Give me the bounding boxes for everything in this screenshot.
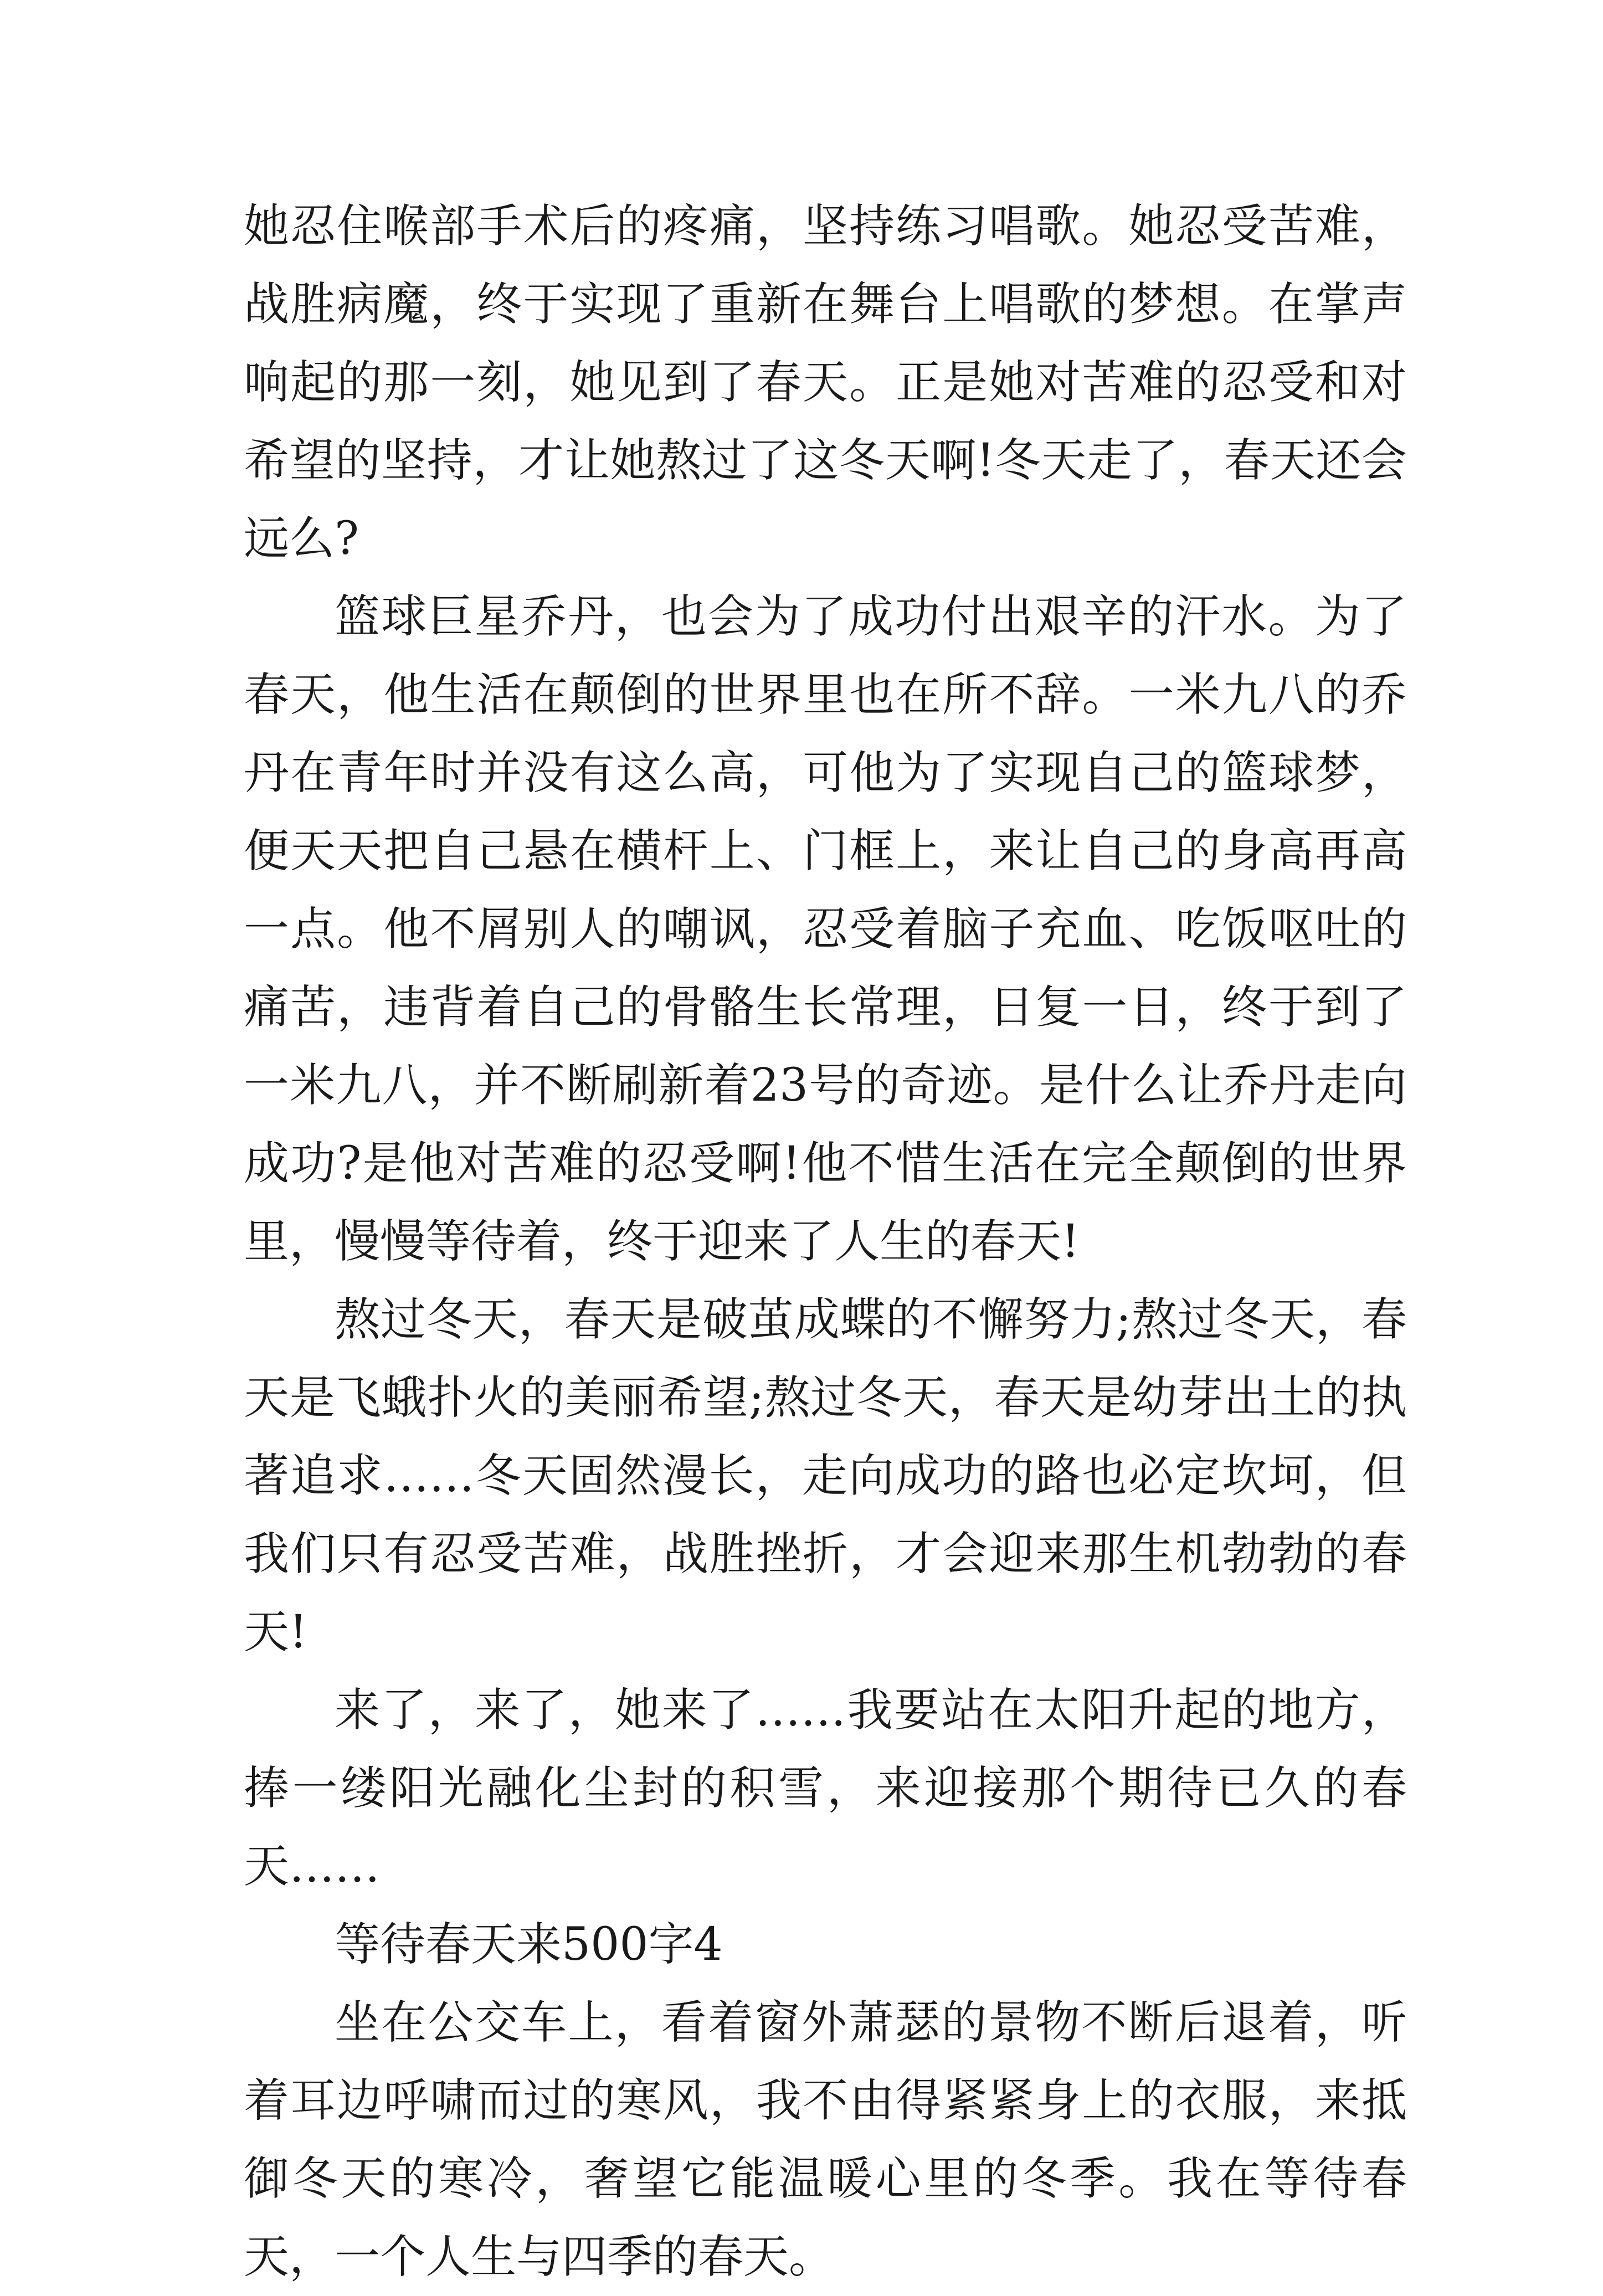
- article-body: [244, 187, 1407, 2296]
- paragraph-winter-spring: 熬过冬天，春天是破茧成蝶的不懈努力;熬过冬天，春天是飞蛾扑火的美丽希望;熬过冬天，春天是幼芽出土的执著追求……冬天固然漫长，走向成功的路也必定坎坷，但我们只有忍受苦难，战胜挫折，才会迎来那生机勃勃的春天!: [244, 1293, 1407, 1658]
- section-heading: 等待春天来500字4: [335, 1918, 723, 1971]
- paragraph-jordan: 篮球巨星乔丹，也会为了成功付出艰辛的汗水。为了春天，他生活在颠倒的世界里也在所不辞。一米九八的乔丹在青年时并没有这么高，可他为了实现自己的篮球梦，便天天把自己悬在横杆上、门框上，来让自己的身高再高一点。他不屑别人的嘲讽，忍受着脑子充血、吃饭呕吐的痛苦，违背着自己的骨骼生长常理，日复一日，终于到了一米九八，并不断刷新着23号的奇迹。是什么让乔丹走向成功?是他对苦难的忍受啊!他不惜生活在完全颠倒的世界里，慢慢等待着，终于迎来了人生的春天!: [244, 590, 1407, 1268]
- paragraph-sunrise: 来了，来了，她来了……我要站在太阳升起的地方，捧一缕阳光融化尘封的积雪，来迎接那个期待已久的春天……: [244, 1684, 1407, 1893]
- paragraph-bus: 坐在公交车上，看着窗外萧瑟的景物不断后退着，听着耳边呼啸而过的寒风，我不由得紧紧身上的衣服，来抵御冬天的寒冷，奢望它能温暖心里的冬季。我在等待春天，一个人生与四季的春天。: [244, 1996, 1407, 2283]
- paragraph-singer: 她忍住喉部手术后的疼痛，坚持练习唱歌。她忍受苦难，战胜病魔，终于实现了重新在舞台上唱歌的梦想。在掌声响起的那一刻，她见到了春天。正是她对苦难的忍受和对希望的坚持，才让她熬过了这冬天啊!冬天走了，春天还会远么?: [244, 200, 1407, 565]
